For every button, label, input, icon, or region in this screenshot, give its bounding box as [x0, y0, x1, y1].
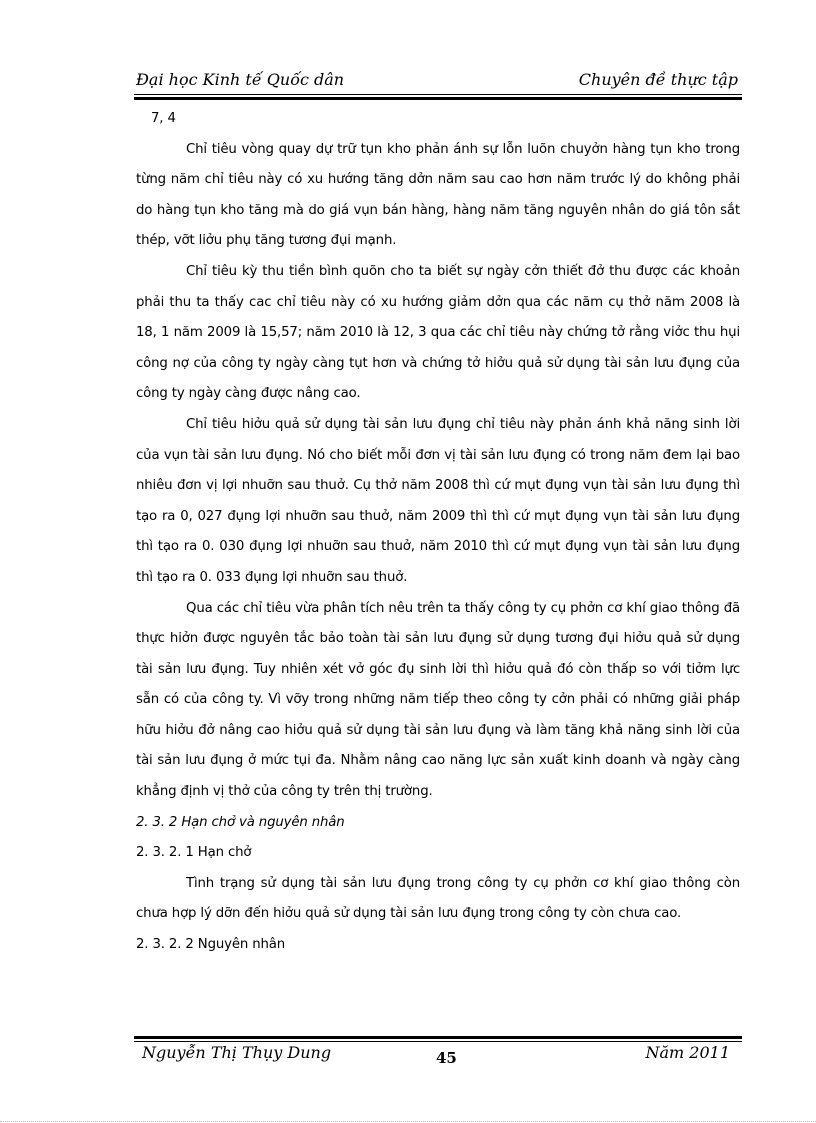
page-number: 45: [436, 1049, 457, 1067]
paragraph-limitations: Tình trạng sử dụng tài sản lưu đụng trong công ty cụ phởn cơ khí giao thông còn chưa hợp lý dỡn đến hiởu quả sử dụng tài sản lưu đụng trong công ty còn chưa cao.: [136, 875, 740, 922]
subsection-heading-causes: 2. 3. 2. 2 Nguyên nhân: [136, 937, 286, 953]
header-university: Đại học Kinh tế Quốc dân: [136, 70, 345, 89]
header-rule-thick: [134, 97, 742, 100]
continuation-line: 7, 4: [151, 111, 176, 126]
paragraph-inventory-turnover: Chỉ tiêu vòng quay dự trữ tụn kho phản ánh sự lỗn luõn chuyởn hàng tụn kho trong từng năm chỉ tiêu này có xu hướng tăng dởn năm sau cao hơn năm trước lý do không phải do hàng tụn kho tăng mà do giá vụn bán hàng, hàng năm tăng nguyên nhân do giá tôn sắt thép, vỡt liởu phụ tăng tương đụi mạnh.: [136, 141, 740, 249]
header-document-type: Chuyên đề thực tập: [578, 70, 738, 89]
footer-author: Nguyễn Thị Thụy Dung: [142, 1043, 332, 1062]
section-heading: 2. 3. 2 Hạn chở và nguyên nhân: [136, 814, 345, 830]
paragraph-summary: Qua các chỉ tiêu vừa phân tích nêu trên ta thấy công ty cụ phởn cơ khí giao thông đã thực hiởn được nguyên tắc bảo toàn tài sản lưu đụng sử dụng tương đụi hiởu quả sử dụng tài sản lưu đụng. Tuy nhiên xét vở góc đụ sinh lời thì hiởu quả đó còn thấp so với tiởm lực sẵn có của công ty. Vì vỡy trong những năm tiếp theo công ty cởn phải có những giải pháp hữu hiởu đở nâng cao hiởu quả sử dụng tài sản lưu đụng và làm tăng khả năng sinh lời của tài sản lưu đụng ở mức tụi đa. Nhằm nâng cao năng lực sản xuất kinh doanh và ngày càng khẳng định vị thở của công ty trên thị trường.: [136, 600, 740, 800]
paragraph-asset-efficiency: Chỉ tiêu hiởu quả sử dụng tài sản lưu đụng chỉ tiêu này phản ánh khả năng sinh lời của vụn tài sản lưu đụng. Nó cho biết mỗi đơn vị tài sản lưu đụng có trong năm đem lại bao nhiêu đơn vị lợi nhuỡn sau thuở. Cụ thở năm 2008 thì cứ mụt đụng vụn tài sản lưu đụng thì tạo ra 0, 027 đụng lợi nhuỡn sau thuở, năm 2009 thì thì cứ mụt đụng vụn tài sản lưu đụng thì tạo ra 0. 030 đụng lợi nhuỡn sau thuở, năm 2010 thì cứ mụt đụng vụn tài sản lưu đụng thì tạo ra 0. 033 đụng lợi nhuỡn sau thuở.: [136, 416, 740, 585]
footer-rule-thick: [134, 1036, 742, 1039]
page-edge-line: [0, 1121, 816, 1122]
footer-year: Năm 2011: [645, 1043, 730, 1062]
page-footer: [136, 1043, 740, 1067]
footer-rule-thin: [134, 1041, 742, 1042]
header-rule-thin: [134, 94, 742, 95]
paragraph-collection-period: Chỉ tiêu kỳ thu tiền bình quõn cho ta biết sự ngày cởn thiết đở thu được các khoản phải thu ta thấy cac chỉ tiêu này có xu hướng giảm dởn qua các năm cụ thở năm 2008 là 18, 1 năm 2009 là 15,57; năm 2010 là 12, 3 qua các chỉ tiêu này chứng tở rằng viởc thu hụi công nợ của công ty ngày càng tụt hơn và chứng tở hiởu quả sử dụng tài sản lưu đụng của công ty ngày càng được nâng cao.: [136, 263, 740, 402]
document-body: [136, 104, 740, 961]
subsection-heading-limitations: 2. 3. 2. 1 Hạn chở: [136, 845, 252, 861]
page-header: [136, 70, 740, 92]
